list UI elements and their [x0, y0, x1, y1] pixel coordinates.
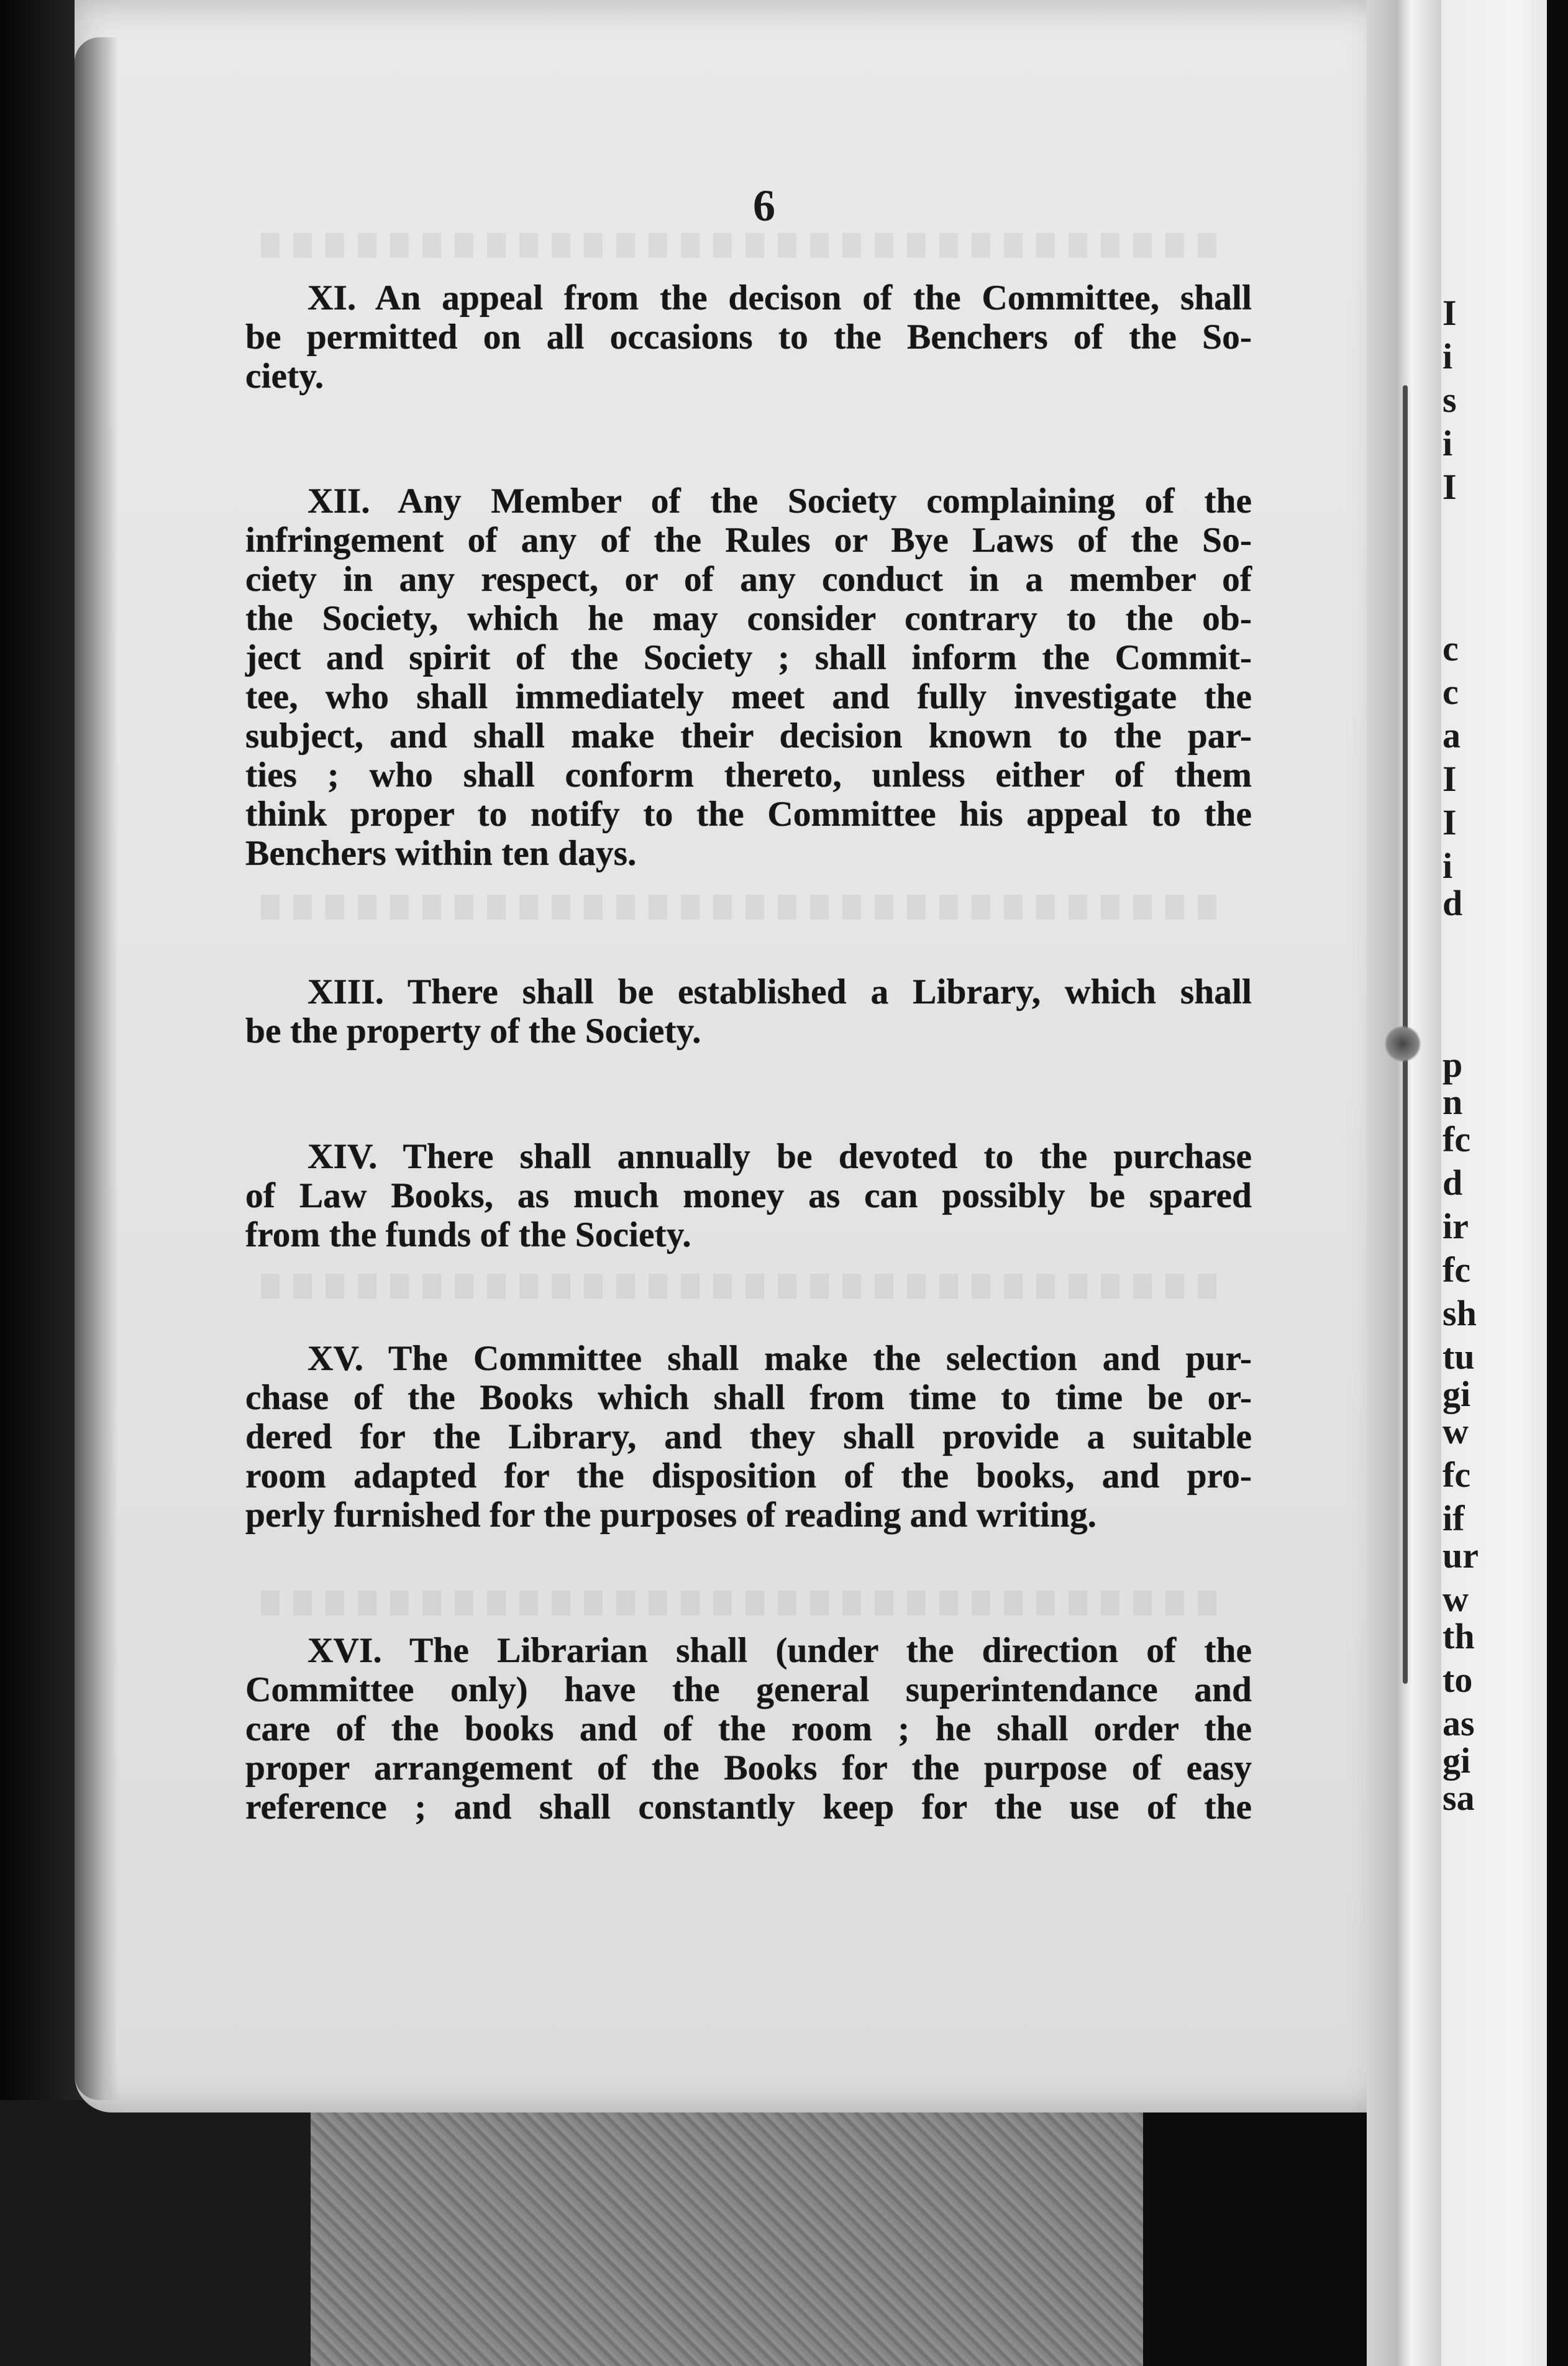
- facing-page-fragment: gi: [1443, 1374, 1471, 1414]
- text-line: ject and spirit of the Society ; shall inform the Commit-: [245, 638, 1252, 677]
- text-line: tee, who shall immediately meet and fully investigate the: [245, 677, 1252, 716]
- facing-page-fragment: d: [1443, 883, 1463, 923]
- text-line: dered for the Library, and they shall provide a suitable: [245, 1417, 1252, 1456]
- text-line: ciety in any respect, or of any conduct in a member of: [245, 560, 1252, 599]
- facing-page-fragment: I: [1443, 759, 1457, 799]
- bleed-through: [261, 895, 1230, 920]
- scan-border-right: [1547, 0, 1568, 2366]
- facing-page-fragment: c: [1443, 628, 1459, 669]
- rule-xiii: [245, 972, 1252, 1051]
- rule-xvi: [245, 1631, 1252, 1827]
- facing-page-fragment: I: [1443, 293, 1457, 333]
- text-line: XIV. There shall annually be devoted to the purchase: [308, 1137, 1252, 1176]
- text-line: ties ; who shall conform thereto, unless either of them: [245, 756, 1252, 795]
- rule-xiv: [245, 1137, 1252, 1254]
- facing-page-fragment: sh: [1443, 1293, 1477, 1333]
- text-line: from the funds of the Society.: [245, 1215, 691, 1254]
- text-line: subject, and shall make their decision known to the par-: [245, 716, 1252, 756]
- bleed-through: [261, 233, 1230, 258]
- rule-xi: [245, 278, 1252, 396]
- text-line: be the property of the Society.: [245, 1012, 701, 1051]
- facing-page-fragment: i: [1443, 423, 1453, 464]
- text-line: reference ; and shall constantly keep for the use of the: [245, 1788, 1252, 1827]
- text-line: infringement of any of the Rules or Bye Laws of the So-: [245, 521, 1252, 560]
- facing-page-fragment: fc: [1443, 1455, 1471, 1495]
- text-line: XII. Any Member of the Society complaining of the: [308, 482, 1252, 521]
- facing-page-fragment: ir: [1443, 1206, 1469, 1246]
- text-line: XIII. There shall be established a Library, which shall: [308, 972, 1252, 1012]
- binding-knot: [1384, 1025, 1421, 1062]
- facing-page-fragment: w: [1443, 1579, 1469, 1619]
- facing-page-fragment: d: [1443, 1162, 1463, 1203]
- facing-page-fragment: i: [1443, 336, 1453, 377]
- facing-page-fragment: th: [1443, 1616, 1475, 1656]
- facing-page-fragment: ur: [1443, 1535, 1479, 1576]
- text-line: ciety.: [245, 357, 324, 396]
- text-line: XV. The Committee shall make the selection and pur-: [308, 1339, 1252, 1378]
- text-line: be permitted on all occasions to the Benchers of the So-: [245, 317, 1252, 357]
- text-line: of Law Books, as much money as can possibly be spared: [245, 1176, 1252, 1215]
- facing-page-fragment: sa: [1443, 1778, 1475, 1818]
- facing-page-fragment: tu: [1443, 1336, 1475, 1377]
- text-line: Benchers within ten days.: [245, 834, 637, 873]
- scan-background-bottom-left: [0, 2100, 311, 2366]
- facing-page-fragment: s: [1443, 380, 1457, 420]
- facing-page-fragment: n: [1443, 1082, 1463, 1122]
- facing-page-fragment: as: [1443, 1703, 1475, 1743]
- text-line: chase of the Books which shall from time to time be or-: [245, 1378, 1252, 1417]
- facing-page-fragment: if: [1443, 1498, 1465, 1538]
- facing-page-fragment: i: [1443, 846, 1453, 886]
- bleed-through: [261, 1591, 1230, 1615]
- rule-xv: [245, 1339, 1252, 1535]
- facing-page-fragment: fc: [1443, 1119, 1471, 1159]
- facing-page-fragment: I: [1443, 802, 1457, 843]
- facing-page-fragment: p: [1443, 1044, 1463, 1085]
- text-line: care of the books and of the room ; he shall order the: [245, 1709, 1252, 1748]
- bleed-through: [261, 1274, 1230, 1299]
- text-line: perly furnished for the purposes of reading and writing.: [245, 1496, 1097, 1535]
- facing-page-fragment: c: [1443, 672, 1459, 712]
- text-line: Committee only) have the general superintendance and: [245, 1670, 1252, 1709]
- facing-page-fragment: to: [1443, 1660, 1473, 1700]
- page-edge-shadow: [75, 37, 118, 2100]
- text-line: think proper to notify to the Committee his appeal to the: [245, 795, 1252, 834]
- text-line: XVI. The Librarian shall (under the direction of the: [308, 1631, 1252, 1670]
- facing-page-fragment: I: [1443, 467, 1457, 507]
- page-number: 6: [753, 181, 775, 231]
- rule-xii: [245, 482, 1252, 873]
- facing-page-fragment: w: [1443, 1411, 1469, 1451]
- facing-page-fragment: fc: [1443, 1249, 1471, 1290]
- scan-background-bottom: [311, 2100, 1143, 2366]
- facing-page-fragment: a: [1443, 715, 1461, 756]
- text-line: XI. An appeal from the decison of the Committee, shall: [308, 278, 1252, 317]
- text-line: proper arrangement of the Books for the purpose of easy: [245, 1748, 1252, 1788]
- text-line: room adapted for the disposition of the books, and pro-: [245, 1456, 1252, 1496]
- facing-page-fragment: gi: [1443, 1740, 1471, 1781]
- text-line: the Society, which he may consider contrary to the ob-: [245, 599, 1252, 638]
